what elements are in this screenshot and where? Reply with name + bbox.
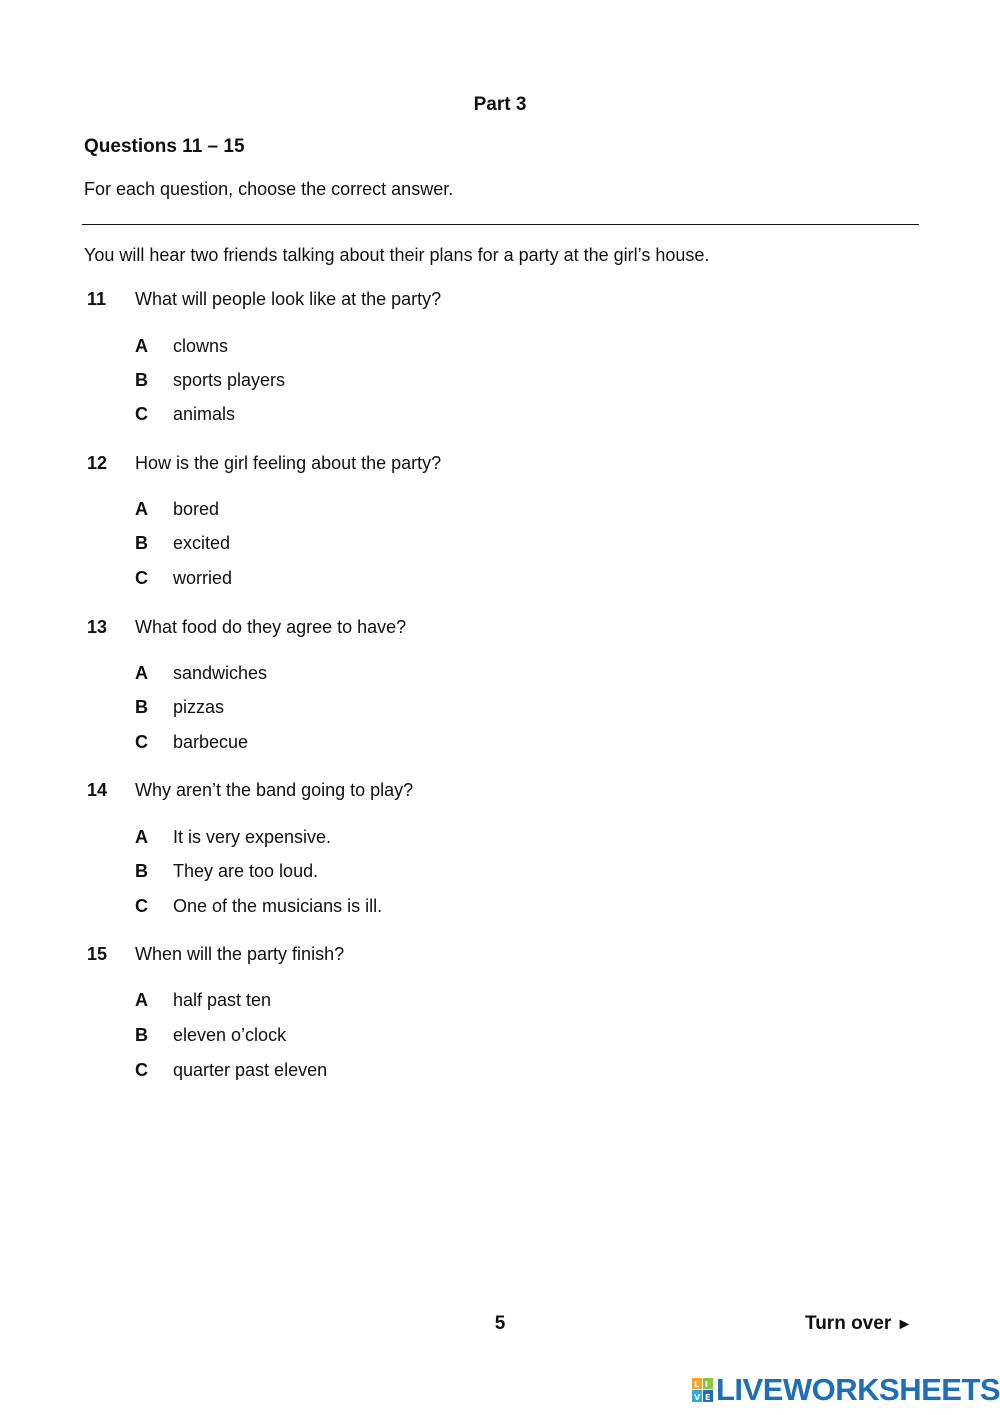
option-letter[interactable]: B [135, 861, 148, 881]
option-text[interactable]: clowns [173, 336, 229, 356]
question-number: 15 [87, 944, 108, 964]
turn-over-label [805, 1313, 912, 1335]
listening-context: You will hear two friends talking about their plans for a party at the girl’s house. [84, 245, 710, 265]
question-text: Why aren’t the band going to play? [135, 780, 414, 800]
question-number: 11 [87, 289, 107, 309]
option-letter[interactable]: C [135, 568, 148, 588]
option-letter[interactable]: A [135, 499, 148, 519]
question-text: How is the girl feeling about the party? [135, 453, 442, 473]
svg-text:V: V [694, 1393, 701, 1402]
option-letter[interactable]: A [135, 663, 148, 683]
liveworksheets-watermark [692, 1372, 1000, 1408]
question-text: When will the party finish? [135, 944, 345, 964]
question-number: 12 [87, 453, 108, 473]
option-letter[interactable]: B [135, 533, 148, 553]
option-text[interactable]: They are too loud. [173, 861, 319, 881]
option-text[interactable]: eleven o’clock [173, 1025, 287, 1045]
option-text[interactable]: pizzas [173, 697, 225, 717]
option-letter[interactable]: B [135, 697, 148, 717]
option-letter[interactable]: B [135, 370, 148, 390]
svg-text:L: L [694, 1380, 700, 1389]
liveworksheets-logo-icon [692, 1377, 714, 1403]
option-text[interactable]: It is very expensive. [173, 827, 332, 847]
option-text[interactable]: quarter past eleven [173, 1060, 328, 1080]
option-letter[interactable]: C [135, 1060, 148, 1080]
option-text[interactable]: animals [173, 404, 236, 424]
question-number: 14 [87, 780, 108, 800]
option-letter[interactable]: A [135, 336, 148, 356]
page-number: 5 [494, 1313, 506, 1334]
option-text[interactable]: barbecue [173, 732, 249, 752]
turn-over-text: Turn over [805, 1313, 892, 1334]
option-letter[interactable]: C [135, 896, 148, 916]
option-letter[interactable]: B [135, 1025, 148, 1045]
question-number: 13 [87, 617, 108, 637]
option-text[interactable]: half past ten [173, 990, 272, 1010]
part-title: Part 3 [473, 94, 527, 115]
option-letter[interactable]: A [135, 990, 148, 1010]
question-text: What will people look like at the party? [135, 289, 442, 309]
option-letter[interactable]: C [135, 404, 148, 424]
svg-text:E: E [705, 1393, 711, 1402]
option-text[interactable]: worried [173, 568, 233, 588]
option-text[interactable]: excited [173, 533, 231, 553]
option-letter[interactable]: C [135, 732, 148, 752]
question-text: What food do they agree to have? [135, 617, 407, 637]
divider-line [82, 224, 919, 225]
option-text[interactable]: bored [173, 499, 220, 519]
option-text[interactable]: One of the musicians is ill. [173, 896, 383, 916]
option-text[interactable]: sandwiches [173, 663, 268, 683]
watermark-text: LIVEWORKSHEETS [716, 1372, 1000, 1407]
questions-heading: Questions 11 – 15 [84, 136, 245, 157]
option-letter[interactable]: A [135, 827, 148, 847]
instruction-text: For each question, choose the correct answer. [84, 179, 454, 199]
arrow-right-icon: ► [896, 1316, 913, 1333]
option-text[interactable]: sports players [173, 370, 286, 390]
svg-text:I: I [705, 1380, 708, 1389]
